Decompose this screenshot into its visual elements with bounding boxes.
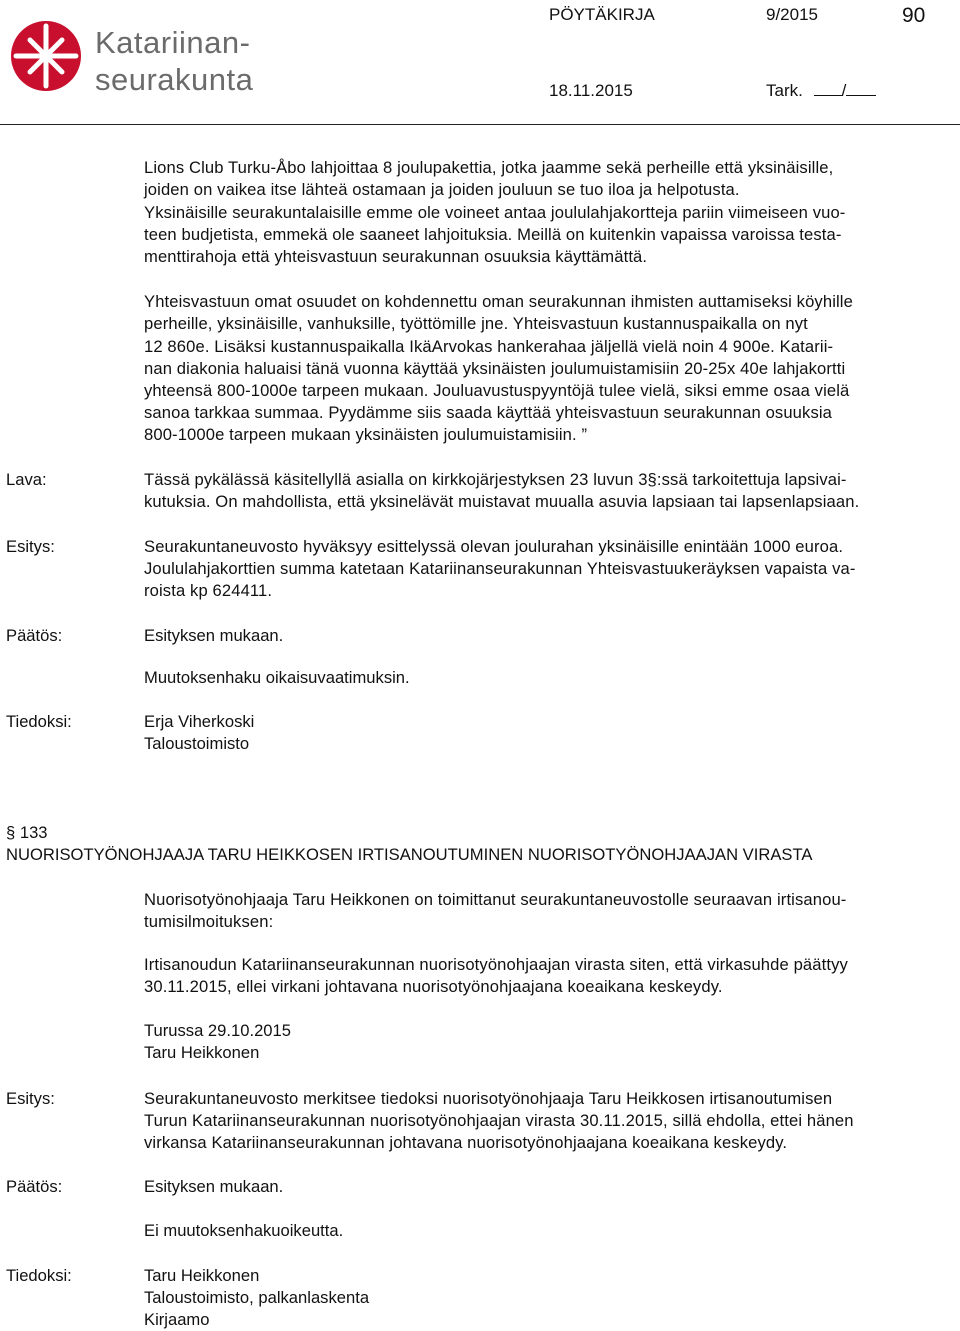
lava-label: Lava: bbox=[6, 470, 47, 489]
section-number: § 133 bbox=[6, 823, 48, 842]
tark-blank-2 bbox=[846, 81, 876, 96]
doc-type: PÖYTÄKIRJA bbox=[549, 5, 655, 24]
org-name-line1: Katariinan- bbox=[95, 25, 251, 60]
page-number: 90 bbox=[902, 4, 926, 27]
s133-signature-name: Taru Heikkonen bbox=[144, 1043, 260, 1062]
esitys-label: Esitys: bbox=[6, 537, 55, 556]
s133-para1-line2: tumisilmoituksen: bbox=[144, 912, 274, 931]
intro-para1-line1: Lions Club Turku-Åbo lahjoittaa 8 joulupakettia, jotka jaamme sekä perheille että yksinäisille, bbox=[144, 158, 834, 177]
intro-para2-line1: Yhteisvastuun omat osuudet on kohdennettu oman seurakunnan ihmisten auttamiseksi köyhille bbox=[144, 292, 853, 311]
s133-esitys-label: Esitys: bbox=[6, 1089, 55, 1108]
s133-paatos-label: Päätös: bbox=[6, 1177, 63, 1196]
tark-blank-1 bbox=[814, 81, 842, 96]
lava-text-line1: Tässä pykälässä käsitellyllä asialla on kirkkojärjestyksen 23 luvun 3§:ssä tarkoitettuja lapsivai- bbox=[144, 470, 847, 489]
section-title: NUORISOTYÖNOHJAAJA TARU HEIKKOSEN IRTISANOUTUMINEN NUORISOTYÖNOHJAAJAN VIRASTA bbox=[6, 845, 813, 864]
lava-text-line2: kutuksia. On mahdollista, että yksinelävät muistavat muualla asuvia lapsiaan tai lapsenlapsiaan. bbox=[144, 492, 860, 511]
s133-paatos-text: Esityksen mukaan. bbox=[144, 1177, 284, 1196]
org-name-line2: seurakunta bbox=[95, 62, 254, 97]
s133-signature-place-date: Turussa 29.10.2015 bbox=[144, 1021, 291, 1040]
tiedoksi-recipient: Taloustoimisto bbox=[144, 734, 250, 753]
tiedoksi-label: Tiedoksi: bbox=[6, 712, 72, 731]
s133-muutoksenhaku: Ei muutoksenhakuoikeutta. bbox=[144, 1221, 344, 1240]
s133-para2-line2: 30.11.2015, ellei virkani johtavana nuorisotyönohjaajana koeaikana keskeydy. bbox=[144, 977, 723, 996]
s133-esitys-line2: Turun Katariinanseurakunnan nuorisotyönohjaajan virasta 30.11.2015, sillä ehdolla, ettei hänen bbox=[144, 1111, 854, 1130]
muutoksenhaku-text: Muutoksenhaku oikaisuvaatimuksin. bbox=[144, 668, 410, 687]
tark-label: Tark. bbox=[766, 81, 803, 100]
intro-para2-line2: perheille, yksinäisille, vanhuksille, työttömille jne. Yhteisvastuun kustannuspaikalla on nyt bbox=[144, 314, 808, 333]
header-rule bbox=[0, 124, 960, 125]
s133-esitys-line1: Seurakuntaneuvosto merkitsee tiedoksi nuorisotyönohjaaja Taru Heikkosen irtisanoutumisen bbox=[144, 1089, 833, 1108]
cross-emblem-icon bbox=[10, 20, 82, 92]
tark-field bbox=[766, 80, 876, 102]
esitys-text-line3: roista kp 624411. bbox=[144, 581, 273, 600]
s133-tiedoksi-recipient: Taru Heikkonen bbox=[144, 1266, 260, 1285]
paatos-text: Esityksen mukaan. bbox=[144, 626, 284, 645]
intro-para2-line5: yhteensä 800-1000e tarpeen mukaan. Jouluavustuspyyntöjä tulee vielä, siksi emme osaa vielä bbox=[144, 381, 850, 400]
s133-tiedoksi-label: Tiedoksi: bbox=[6, 1266, 72, 1285]
s133-esitys-line3: virkansa Katariinanseurakunnan johtavana nuorisotyönohjaajana koeaikana keskeydy. bbox=[144, 1133, 788, 1152]
esitys-text-line1: Seurakuntaneuvosto hyväksyy esittelyssä olevan joulurahan yksinäisille enintään 1000 euroa. bbox=[144, 537, 844, 556]
s133-tiedoksi-recipient: Kirjaamo bbox=[144, 1310, 210, 1329]
intro-para1-line3: Yksinäisille seurakuntalaisille emme ole voineet antaa joululahjakortteja pariin viimeiseen vuo- bbox=[144, 203, 846, 222]
tiedoksi-recipient: Erja Viherkoski bbox=[144, 712, 255, 731]
intro-para1-line2: joiden on vaikea itse lähteä ostamaan ja joiden jouluun se tuo iloa ja helpotusta. bbox=[144, 180, 740, 199]
esitys-text-line2: Joululahjakorttien summa katetaan Katariinanseurakunnan Yhteisvastuukeräyksen vapaista va- bbox=[144, 559, 856, 578]
intro-para2-line6: sanoa tarkkaa summaa. Pyydämme siis saada käyttää yhteisvastuun seurakunnan osuuksia bbox=[144, 403, 833, 422]
s133-tiedoksi-recipient: Taloustoimisto, palkanlaskenta bbox=[144, 1288, 370, 1307]
s133-para2-line1: Irtisanoudun Katariinanseurakunnan nuorisotyönohjaajan virasta siten, että virkasuhde päättyy bbox=[144, 955, 848, 974]
tark-separator: / bbox=[841, 81, 847, 100]
intro-para1-line4: teen budjetista, emmekä ole saaneet lahjoituksia. Meillä on kuitenkin vapaissa varoissa testa- bbox=[144, 225, 842, 244]
organization-logo bbox=[10, 20, 82, 97]
intro-para2-line7: 800-1000e tarpeen mukaan yksinäisten joulumuistamisiin. ” bbox=[144, 425, 588, 444]
intro-para2-line4: nan diakonia haluaisi tänä vuonna käyttää yksinäisten joulumuistamisiin 20-25x 40e lahjakortti bbox=[144, 359, 846, 378]
paatos-label: Päätös: bbox=[6, 626, 63, 645]
header-date: 18.11.2015 bbox=[549, 81, 633, 100]
intro-para1-line5: menttirahoja että yhteisvastuun seurakunnan osuuksia käyttämättä. bbox=[144, 247, 648, 266]
doc-number: 9/2015 bbox=[766, 5, 818, 24]
intro-para2-line3: 12 860e. Lisäksi kustannuspaikalla IkäArvokas hankerahaa jäljellä vielä noin 4 900e. Katarii- bbox=[144, 337, 834, 356]
s133-para1-line1: Nuorisotyönohjaaja Taru Heikkonen on toimittanut seurakuntaneuvostolle seuraavan irtisanou- bbox=[144, 890, 847, 909]
